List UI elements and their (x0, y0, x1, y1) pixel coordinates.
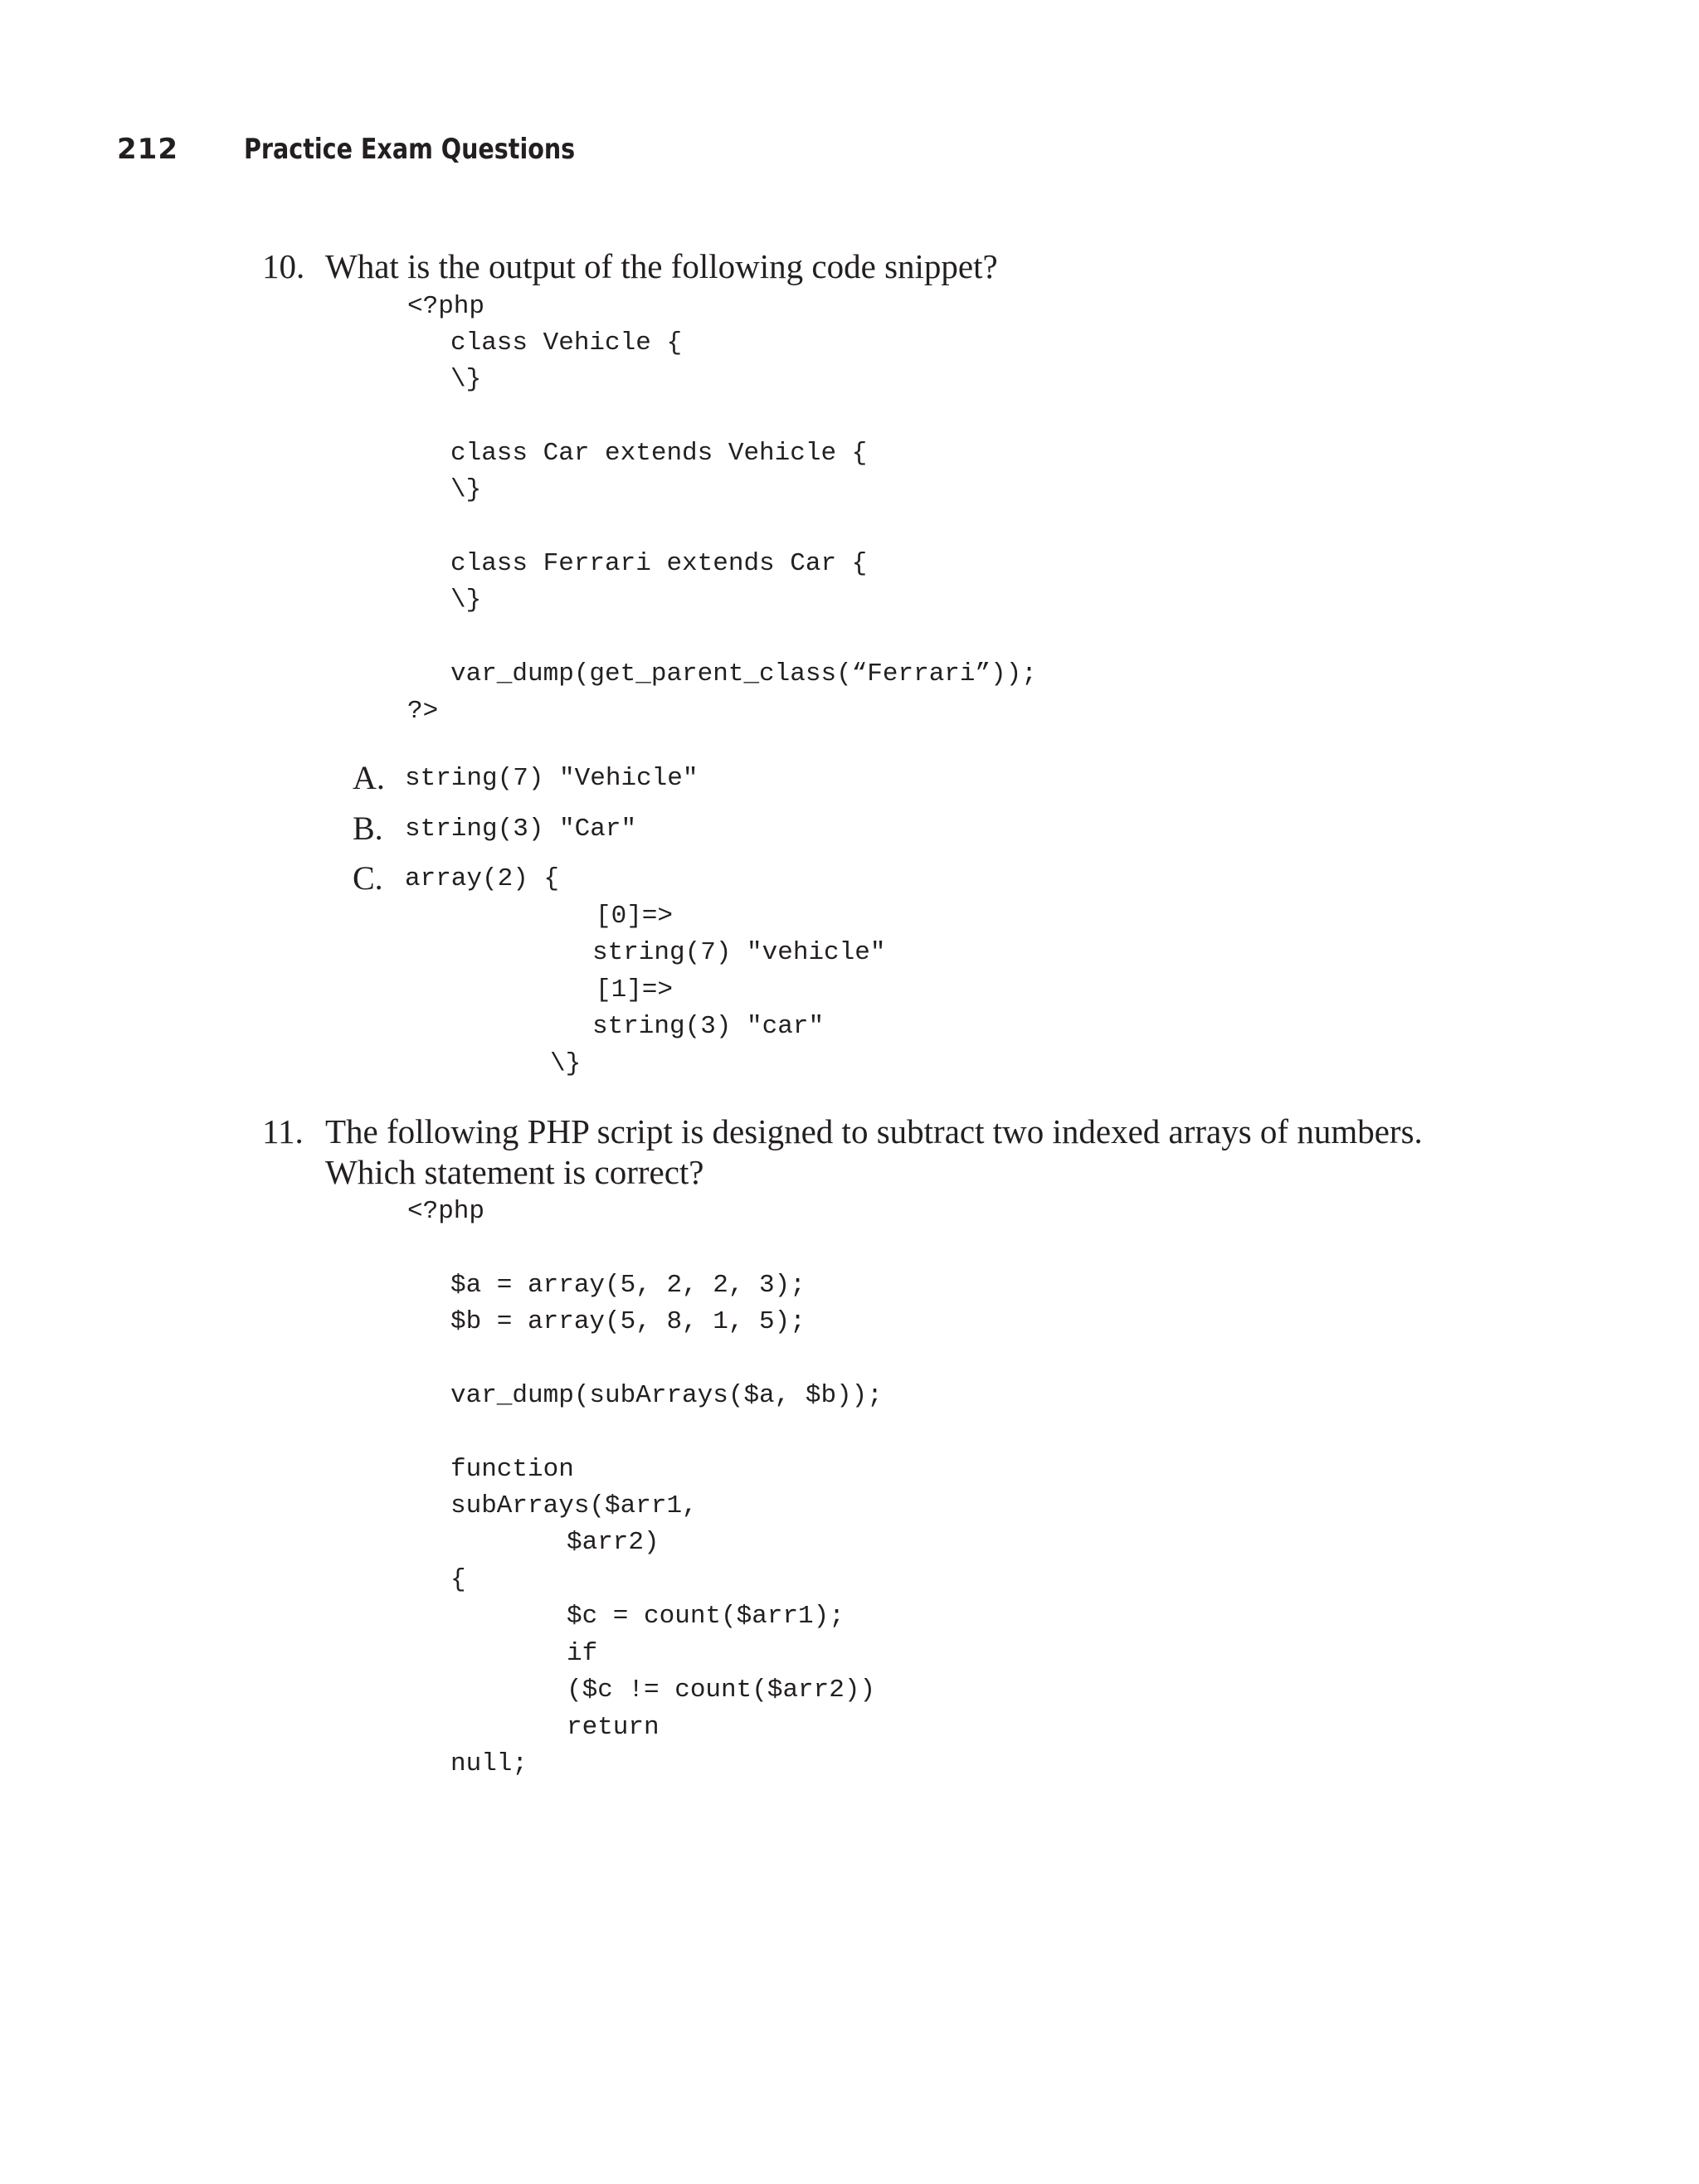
code-line: <?php (407, 292, 485, 321)
code-line: class Car extends Vehicle { (450, 439, 868, 468)
option-c-line: \} (550, 1049, 582, 1078)
option-b-letter: B. (353, 810, 383, 847)
code-line: \} (450, 586, 482, 615)
option-a-text: string(7) "Vehicle" (405, 764, 699, 793)
code-line: $arr2) (567, 1528, 660, 1557)
code-line: function (450, 1455, 574, 1484)
code-line: \} (450, 365, 482, 394)
code-line: class Ferrari extends Car { (450, 549, 868, 578)
code-line: class Vehicle { (450, 328, 683, 358)
option-c-line: [1]=> (596, 975, 674, 1004)
code-line: if (567, 1639, 598, 1668)
code-line: null; (450, 1749, 528, 1778)
code-line: \} (450, 475, 482, 504)
option-c-line: string(3) "car" (592, 1012, 825, 1041)
question-11-prompt-line-1: The following PHP script is designed to subtract two indexed arrays of numbers. (325, 1112, 1423, 1150)
code-line: ($c != count($arr2)) (567, 1676, 876, 1705)
code-line: subArrays($arr1, (450, 1491, 698, 1520)
code-line: var_dump(subArrays($a, $b)); (450, 1381, 883, 1410)
option-a-letter: A. (353, 759, 385, 796)
code-line: ?> (407, 697, 439, 726)
option-c-line: [0]=> (596, 902, 674, 931)
question-10-prompt: What is the output of the following code snippet? (325, 247, 998, 285)
option-b-text: string(3) "Car" (405, 815, 637, 844)
code-line: $c = count($arr1); (567, 1602, 845, 1631)
section-title: Practice Exam Questions (244, 133, 576, 166)
code-line: var_dump(get_parent_class(“Ferrari”)); (450, 659, 1037, 688)
option-c-text: array(2) { (405, 864, 560, 893)
code-line: return (567, 1713, 660, 1742)
question-11-prompt-line-2: Which statement is correct? (325, 1153, 704, 1191)
code-line: <?php (407, 1197, 485, 1226)
question-10-number: 10. (262, 247, 305, 285)
page-number: 212 (117, 133, 178, 166)
code-line: $b = array(5, 8, 1, 5); (450, 1307, 806, 1336)
option-c-letter: C. (353, 859, 383, 897)
question-11-number: 11. (262, 1112, 304, 1150)
option-c-line: string(7) "vehicle" (592, 938, 886, 967)
code-line: $a = array(5, 2, 2, 3); (450, 1271, 806, 1300)
code-line: { (450, 1565, 466, 1594)
